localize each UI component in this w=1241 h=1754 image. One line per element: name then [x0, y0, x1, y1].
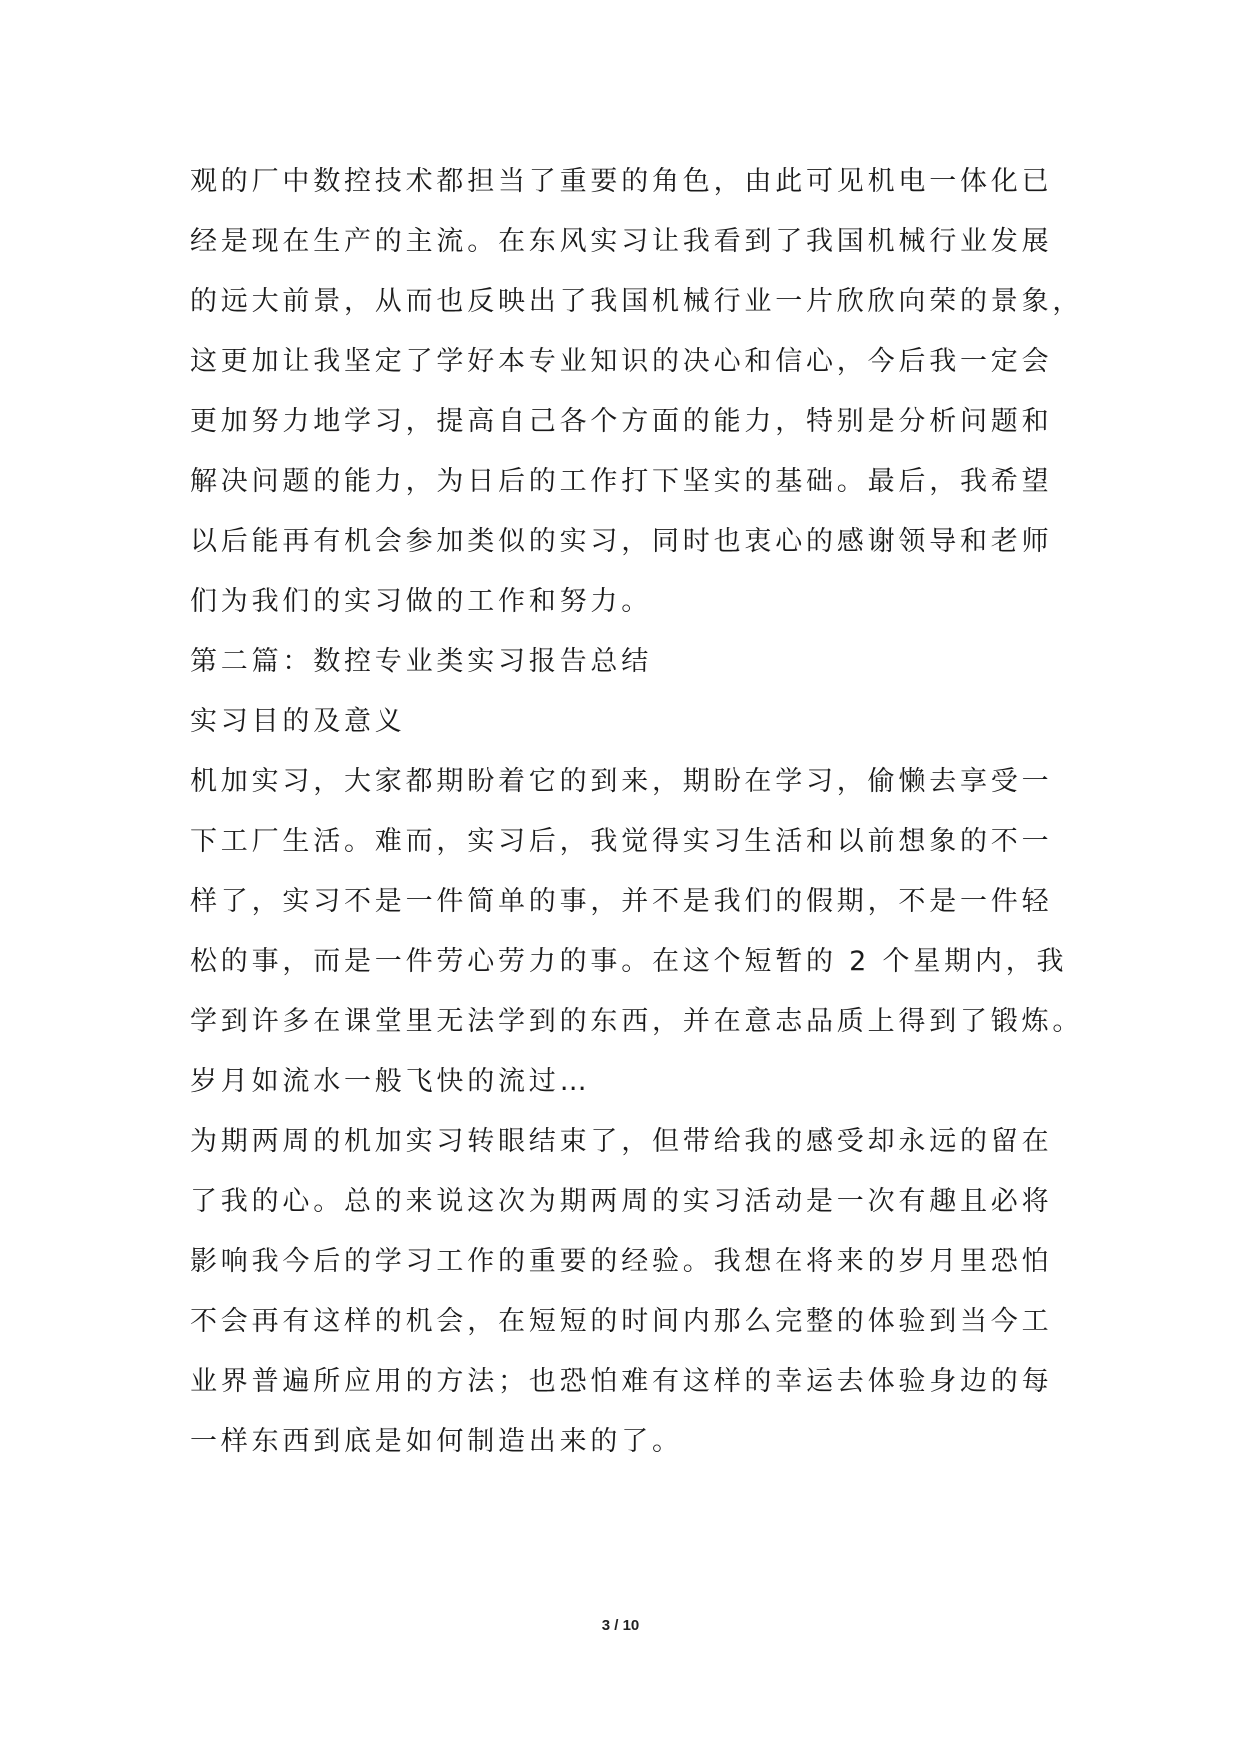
text-line: 学到许多在课堂里无法学到的东西，并在意志品质上得到了锻炼。 — [190, 1006, 1084, 1037]
text-line: 不会再有这样的机会，在短短的时间内那么完整的体验到当今工 — [190, 1306, 1053, 1337]
text-line: 观的厂中数控技术都担当了重要的角色，由此可见机电一体化已 — [190, 166, 1053, 197]
text-line: 解决问题的能力，为日后的工作打下坚实的基础。最后，我希望 — [190, 466, 1053, 497]
text-line: 机加实习，大家都期盼着它的到来，期盼在学习，偷懒去享受一 — [190, 766, 1053, 797]
text-line: 业界普遍所应用的方法；也恐怕难有这样的幸运去体验身边的每 — [190, 1366, 1053, 1397]
subsection-heading: 实习目的及意义 — [190, 706, 406, 737]
document-body — [190, 152, 1090, 1472]
text-line: 更加努力地学习，提高自己各个方面的能力，特别是分析问题和 — [190, 406, 1053, 437]
section-heading: 第二篇：数控专业类实习报告总结 — [190, 646, 652, 677]
text-line: 了我的心。总的来说这次为期两周的实习活动是一次有趣且必将 — [190, 1186, 1053, 1217]
text-line: 一样东西到底是如何制造出来的了。 — [190, 1426, 683, 1457]
text-line: 经是现在生产的主流。在东风实习让我看到了我国机械行业发展 — [190, 226, 1053, 257]
text-line: 们为我们的实习做的工作和努力。 — [190, 586, 652, 617]
text-line: 下工厂生活。难而，实习后，我觉得实习生活和以前想象的不一 — [190, 826, 1053, 857]
page-number: 3 / 10 — [601, 1617, 640, 1634]
text-line: 影响我今后的学习工作的重要的经验。我想在将来的岁月里恐怕 — [190, 1246, 1053, 1277]
text-line: 样了，实习不是一件简单的事，并不是我们的假期，不是一件轻 — [190, 886, 1053, 917]
text-line: 的远大前景，从而也反映出了我国机械行业一片欣欣向荣的景象， — [190, 286, 1084, 317]
text-line: 为期两周的机加实习转眼结束了，但带给我的感受却永远的留在 — [190, 1126, 1053, 1157]
text-line: 以后能再有机会参加类似的实习，同时也衷心的感谢领导和老师 — [190, 526, 1053, 557]
text-line: 岁月如流水一般飞快的流过… — [190, 1066, 591, 1097]
text-line: 这更加让我坚定了学好本专业知识的决心和信心，今后我一定会 — [190, 346, 1053, 377]
text-line: 松的事，而是一件劳心劳力的事。在这个短暂的 2 个星期内，我 — [190, 946, 1068, 977]
